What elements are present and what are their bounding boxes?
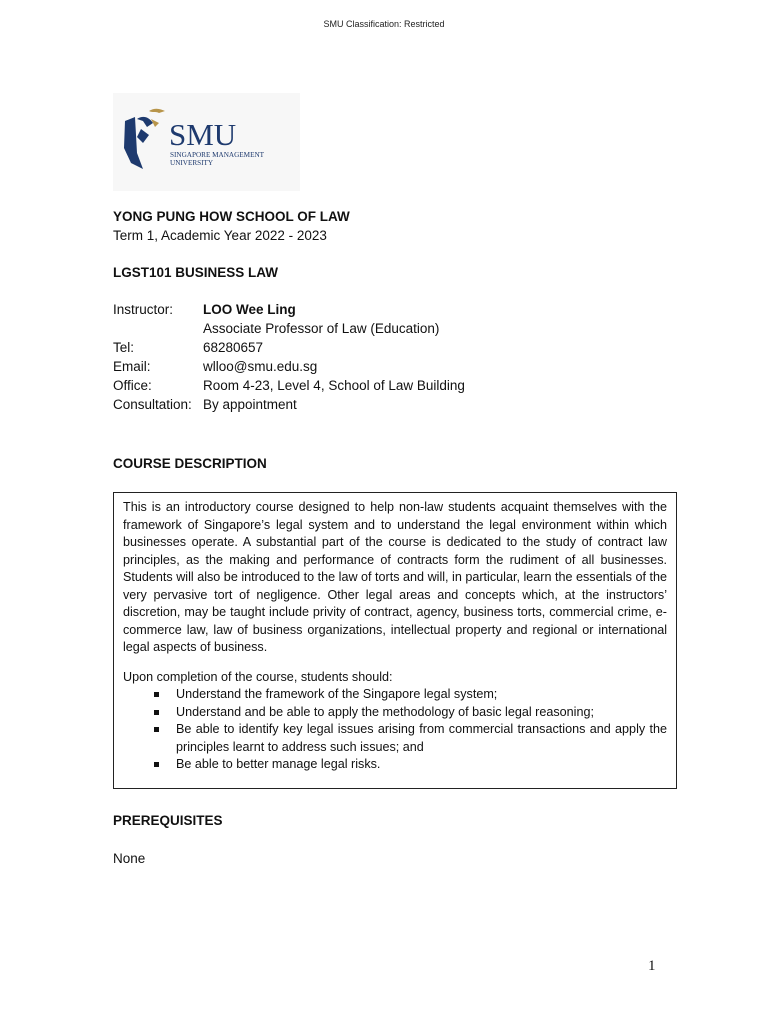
bullet-square-icon [154, 710, 159, 715]
contact-info [113, 300, 465, 414]
instructor-title-row [113, 319, 465, 338]
instructor-name: LOO Wee Ling [203, 302, 296, 317]
email-label: Email: [113, 359, 151, 374]
consultation-row [113, 395, 465, 414]
smu-logo [113, 93, 300, 191]
page-number: 1 [648, 958, 656, 974]
logo-sub-line2: UNIVERSITY [170, 159, 214, 167]
school-name: YONG PUNG HOW SCHOOL OF LAW [113, 209, 350, 224]
instructor-title: Associate Professor of Law (Education) [203, 321, 440, 336]
course-title: LGST101 BUSINESS LAW [113, 265, 279, 280]
course-description-paragraph: This is an introductory course designed to help non-law students acquaint themselves with the framework of Singapore’s legal system and to understand the legal environment within which businesses operate. A substantial part of the course is dedicated to the study of contract law principles, as the making and performance of contracts form the rudiment of all businesses. Students will also be introduced to the law of torts and will, in particular, learn the essentials of the very pervasive tort of negligence. Other legal areas and concepts which, at the instructors’ discretion, may be taught include privity of contract, agency, business torts, commercial crime, e-commerce law, law of business organizations, intellectual property and regional or international legal aspects of business. [123, 500, 667, 654]
bullet-square-icon [154, 692, 159, 697]
list-item: Be able to better manage legal risks. [123, 756, 667, 774]
term: Term 1, Academic Year 2022 - 2023 [113, 228, 327, 243]
prerequisites-value: None [113, 851, 146, 866]
instructor-label: Instructor: [113, 302, 174, 317]
list-item: Understand the framework of the Singapore legal system; [123, 686, 667, 704]
office-row [113, 376, 465, 395]
smu-emblem-icon [124, 109, 165, 169]
logo-sub-line1: SINGAPORE MANAGEMENT [170, 151, 265, 159]
course-description-box [113, 492, 677, 789]
instructor-row [113, 300, 465, 319]
tel-row [113, 338, 465, 357]
prerequisites-heading: PREREQUISITES [113, 813, 223, 828]
email-value: wlloo@smu.edu.sg [203, 359, 318, 374]
logo-main-text: SMU [169, 117, 237, 152]
tel-label: Tel: [113, 340, 135, 355]
school-block [113, 207, 350, 245]
list-item: Understand and be able to apply the methodology of basic legal reasoning; [123, 704, 667, 722]
office-label: Office: [113, 378, 152, 393]
bullet-square-icon [154, 727, 159, 732]
email-row [113, 357, 465, 376]
consultation-value: By appointment [203, 397, 297, 412]
classification-header: SMU Classification: Restricted [323, 19, 445, 29]
outcomes-intro: Upon completion of the course, students should: [123, 669, 393, 684]
list-item: Be able to identify key legal issues arising from commercial transactions and apply the principles learnt to address such issues; and [123, 721, 667, 756]
course-description-heading: COURSE DESCRIPTION [113, 456, 267, 471]
consultation-label: Consultation: [113, 397, 192, 412]
bullet-square-icon [154, 762, 159, 767]
office-value: Room 4-23, Level 4, School of Law Building [203, 378, 465, 393]
outcomes-list [123, 686, 667, 774]
tel-value: 68280657 [203, 340, 264, 355]
